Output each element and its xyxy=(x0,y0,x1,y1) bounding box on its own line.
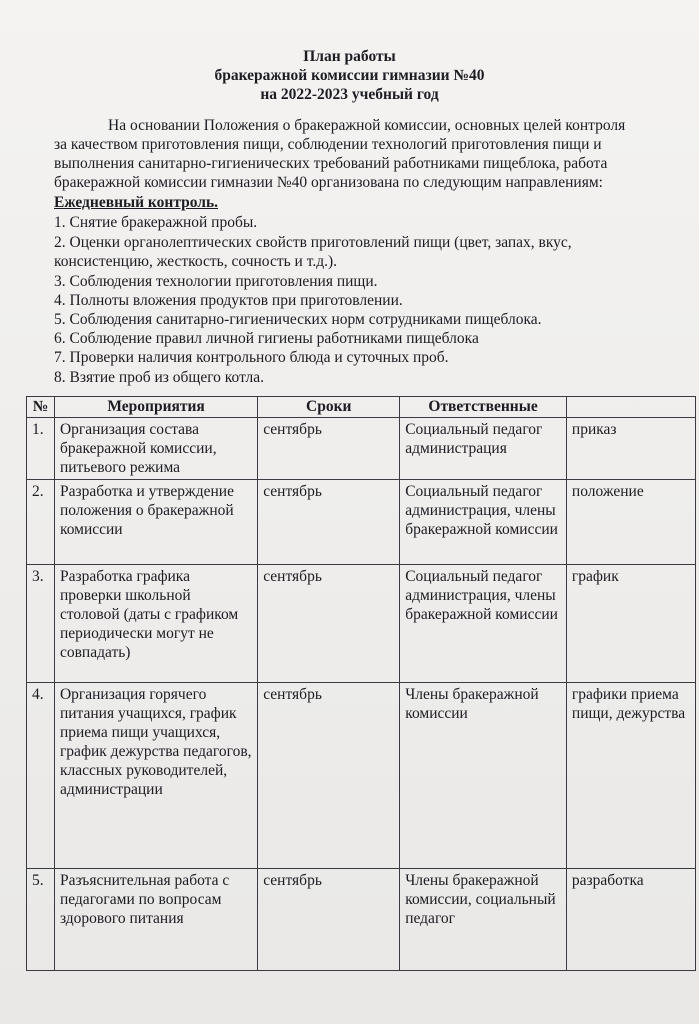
daily-item: 2. Оценки органолептических свойств приготовлений пищи (цвет, запах, вкус, xyxy=(54,234,572,251)
row-responsible: Социальный педагог администрация, члены бракеражной комиссии xyxy=(400,480,567,565)
row-number: 5. xyxy=(27,869,55,971)
row-number: 1. xyxy=(27,418,55,480)
row-event: Разработка графика проверки школьной столовой (даты с графиком периодически могут не совпадать) xyxy=(54,565,257,683)
row-term: сентябрь xyxy=(258,565,400,683)
header-result xyxy=(566,397,695,418)
row-number: 2. xyxy=(27,480,55,565)
row-term: сентябрь xyxy=(258,480,400,565)
table-header-row xyxy=(27,397,696,418)
row-result: график xyxy=(566,565,695,683)
daily-item: 8. Взятие проб из общего котла. xyxy=(54,369,264,386)
header-number: № xyxy=(27,397,55,418)
row-responsible: Члены бракеражной комиссии, социальный педагог xyxy=(400,869,567,971)
row-number: 4. xyxy=(27,683,55,869)
table-row xyxy=(27,480,696,565)
title-line-3: на 2022-2023 учебный год xyxy=(260,86,439,103)
row-responsible: Члены бракеражной комиссии xyxy=(400,683,567,869)
row-event: Разработка и утверждение положения о бракеражной комиссии xyxy=(54,480,257,565)
row-result: разработка xyxy=(566,869,695,971)
title-line-1: План работы xyxy=(303,48,396,65)
table-row xyxy=(27,869,696,971)
row-term: сентябрь xyxy=(258,869,400,971)
daily-item: консистенцию, жесткость, сочность и т.д.). xyxy=(54,253,337,270)
intro-line-1: На основании Положения о бракеражной комиссии, основных целей контроля xyxy=(108,117,626,134)
row-event: Разъяснительная работа с педагогами по вопросам здорового питания xyxy=(54,869,257,971)
row-event: Организация состава бракеражной комиссии, питьевого режима xyxy=(54,418,257,480)
daily-item: 3. Соблюдения технологии приготовления пищи. xyxy=(54,273,378,290)
table-row xyxy=(27,418,696,480)
row-number: 3. xyxy=(27,565,55,683)
row-responsible: Социальный педагог администрация, члены бракеражной комиссии xyxy=(400,565,567,683)
header-responsible: Ответственные xyxy=(400,397,567,418)
table-row xyxy=(27,683,696,869)
title-line-2: бракеражной комиссии гимназии №40 xyxy=(214,67,485,84)
daily-item: 6. Соблюдение правил личной гигиены работниками пищеблока xyxy=(54,330,479,347)
daily-item: 5. Соблюдения санитарно-гигиенических норм сотрудниками пищеблока. xyxy=(54,311,542,328)
row-result: графики приема пищи, дежурства xyxy=(566,683,695,869)
row-result: положение xyxy=(566,480,695,565)
intro-line-2: за качеством приготовления пищи, соблюдении технологий приготовления пищи и xyxy=(54,136,602,153)
daily-control-heading: Ежедневный контроль. xyxy=(54,194,219,211)
header-events: Мероприятия xyxy=(54,397,257,418)
intro-line-3: выполнения санитарно-гигиенических требований работниками пищеблока, работа xyxy=(54,155,608,172)
row-responsible: Социальный педагог администрация xyxy=(400,418,567,480)
daily-item: 7. Проверки наличия контрольного блюда и суточных проб. xyxy=(54,349,449,366)
activities-table xyxy=(26,396,696,971)
row-term: сентябрь xyxy=(258,683,400,869)
row-event: Организация горячего питания учащихся, график приема пищи учащихся, график дежурства педагогов, классных руководителей, администрации xyxy=(54,683,257,869)
table-row xyxy=(27,565,696,683)
intro-line-4: бракеражной комиссии гимназии №40 организована по следующим направлениям: xyxy=(54,174,603,191)
daily-item: 1. Снятие бракеражной пробы. xyxy=(54,214,258,231)
row-result: приказ xyxy=(566,418,695,480)
daily-item: 4. Полноты вложения продуктов при приготовлении. xyxy=(54,292,403,309)
row-term: сентябрь xyxy=(258,418,400,480)
header-terms: Сроки xyxy=(258,397,400,418)
